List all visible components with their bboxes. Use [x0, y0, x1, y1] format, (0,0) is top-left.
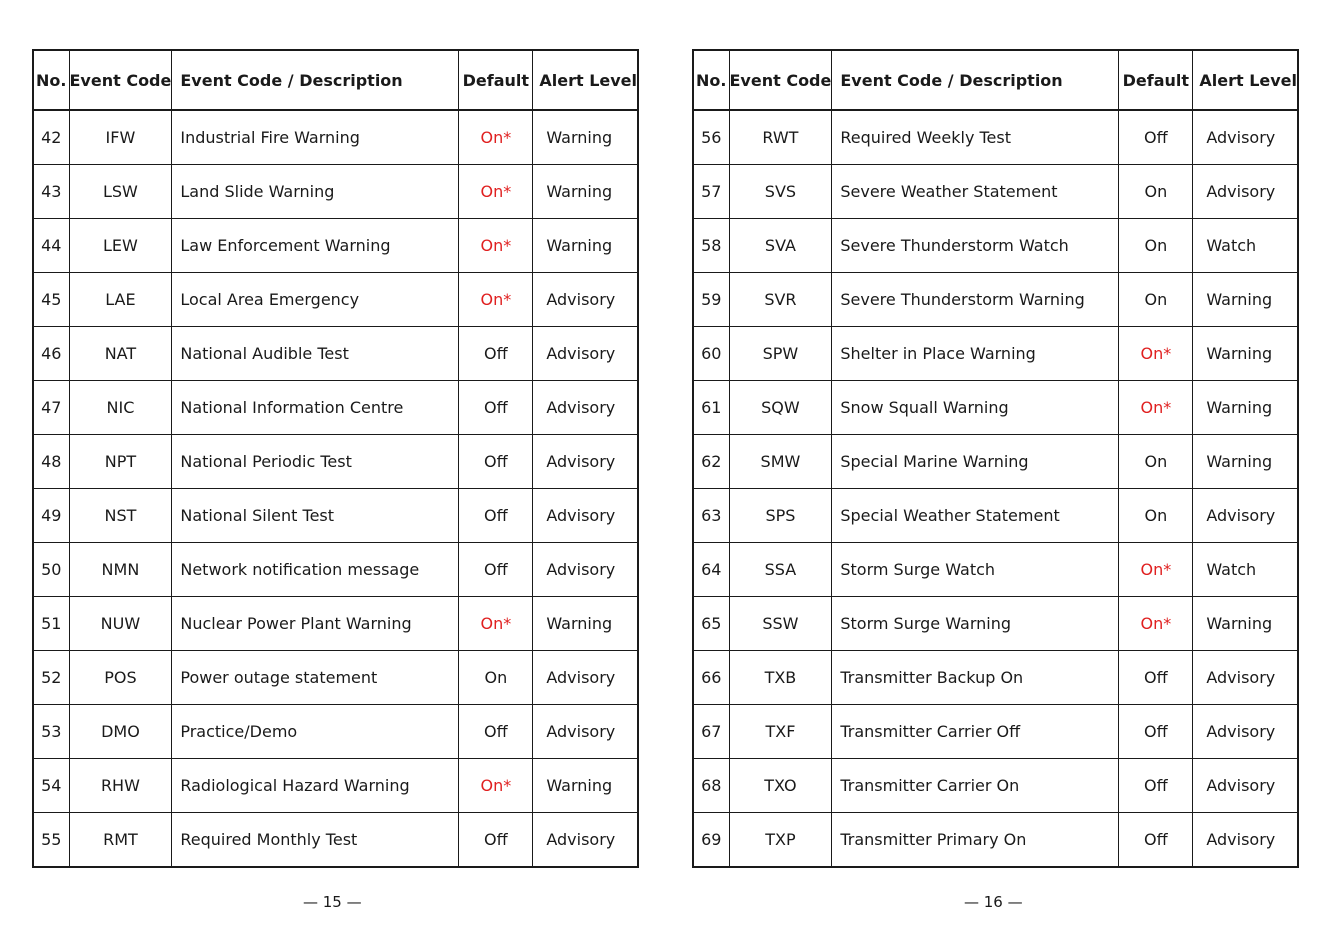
- default-state: On*: [459, 110, 533, 165]
- table-body-left: [33, 110, 638, 867]
- event-description: Radiological Hazard Warning: [172, 759, 459, 813]
- event-number: 65: [693, 597, 729, 651]
- default-state: On: [1119, 489, 1193, 543]
- header-default: Default: [1119, 50, 1193, 110]
- table-row: [693, 165, 1298, 219]
- event-code: SVS: [729, 165, 832, 219]
- default-state: Off: [459, 381, 533, 435]
- alert-level: Advisory: [1193, 813, 1298, 868]
- event-description: National Audible Test: [172, 327, 459, 381]
- alert-level: Watch: [1193, 219, 1298, 273]
- event-number: 56: [693, 110, 729, 165]
- alert-level: Advisory: [533, 381, 638, 435]
- table-row: [693, 327, 1298, 381]
- default-state: Off: [459, 705, 533, 759]
- event-number: 57: [693, 165, 729, 219]
- event-number: 55: [33, 813, 69, 868]
- event-description: Severe Thunderstorm Warning: [832, 273, 1119, 327]
- default-state: On*: [459, 219, 533, 273]
- header-event-code: Event Code: [69, 50, 172, 110]
- default-state: On: [1119, 273, 1193, 327]
- event-description: Local Area Emergency: [172, 273, 459, 327]
- table-row: [693, 705, 1298, 759]
- table-row: [33, 597, 638, 651]
- event-code: NPT: [69, 435, 172, 489]
- event-description: Network notification message: [172, 543, 459, 597]
- event-number: 50: [33, 543, 69, 597]
- event-code: LAE: [69, 273, 172, 327]
- event-code: RMT: [69, 813, 172, 868]
- alert-level: Advisory: [533, 435, 638, 489]
- event-number: 69: [693, 813, 729, 868]
- table-row: [693, 219, 1298, 273]
- event-code: TXF: [729, 705, 832, 759]
- default-state: Off: [1119, 813, 1193, 868]
- table-row: [693, 381, 1298, 435]
- event-number: 48: [33, 435, 69, 489]
- alert-level: Advisory: [533, 705, 638, 759]
- table-row: [693, 435, 1298, 489]
- alert-level: Advisory: [1193, 489, 1298, 543]
- event-code: DMO: [69, 705, 172, 759]
- event-description: Required Monthly Test: [172, 813, 459, 868]
- page-number-16: — 16 —: [964, 893, 1023, 911]
- table-row: [33, 435, 638, 489]
- table-row: [693, 489, 1298, 543]
- alert-level: Advisory: [533, 327, 638, 381]
- event-number: 47: [33, 381, 69, 435]
- table-header-row: [693, 50, 1298, 110]
- alert-level: Warning: [533, 110, 638, 165]
- event-code: SVR: [729, 273, 832, 327]
- header-alert-level: Alert Level: [533, 50, 638, 110]
- event-number: 64: [693, 543, 729, 597]
- table-row: [693, 110, 1298, 165]
- default-state: Off: [1119, 651, 1193, 705]
- default-state: On*: [459, 165, 533, 219]
- event-number: 52: [33, 651, 69, 705]
- alert-level: Warning: [1193, 381, 1298, 435]
- default-state: On*: [459, 273, 533, 327]
- event-number: 49: [33, 489, 69, 543]
- event-number: 53: [33, 705, 69, 759]
- event-description: National Periodic Test: [172, 435, 459, 489]
- header-no: No.: [693, 50, 729, 110]
- alert-level: Watch: [1193, 543, 1298, 597]
- default-state: On*: [1119, 327, 1193, 381]
- event-code: TXB: [729, 651, 832, 705]
- event-description: Land Slide Warning: [172, 165, 459, 219]
- event-description: Shelter in Place Warning: [832, 327, 1119, 381]
- event-code: RHW: [69, 759, 172, 813]
- header-no: No.: [33, 50, 69, 110]
- event-number: 63: [693, 489, 729, 543]
- alert-level: Advisory: [533, 273, 638, 327]
- event-description: Transmitter Backup On: [832, 651, 1119, 705]
- event-number: 61: [693, 381, 729, 435]
- alert-level: Warning: [1193, 435, 1298, 489]
- event-number: 42: [33, 110, 69, 165]
- event-code: SSA: [729, 543, 832, 597]
- default-state: Off: [459, 543, 533, 597]
- event-description: Storm Surge Watch: [832, 543, 1119, 597]
- event-number: 54: [33, 759, 69, 813]
- default-state: Off: [1119, 110, 1193, 165]
- event-description: Transmitter Carrier On: [832, 759, 1119, 813]
- table-row: [693, 759, 1298, 813]
- default-state: On: [1119, 165, 1193, 219]
- table-row: [33, 651, 638, 705]
- default-state: Off: [459, 327, 533, 381]
- default-state: Off: [459, 435, 533, 489]
- table-row: [33, 165, 638, 219]
- event-number: 44: [33, 219, 69, 273]
- header-event-code: Event Code: [729, 50, 832, 110]
- table-body-right: [693, 110, 1298, 867]
- event-code: LEW: [69, 219, 172, 273]
- alert-level: Advisory: [533, 543, 638, 597]
- event-code: NST: [69, 489, 172, 543]
- event-code-table-right: [692, 49, 1299, 868]
- event-code: TXP: [729, 813, 832, 868]
- event-number: 62: [693, 435, 729, 489]
- default-state: On*: [459, 597, 533, 651]
- event-code: SQW: [729, 381, 832, 435]
- event-code: SVA: [729, 219, 832, 273]
- table-row: [33, 813, 638, 868]
- alert-level: Advisory: [1193, 165, 1298, 219]
- alert-level: Warning: [1193, 273, 1298, 327]
- event-description: Transmitter Carrier Off: [832, 705, 1119, 759]
- event-number: 66: [693, 651, 729, 705]
- alert-level: Advisory: [533, 489, 638, 543]
- default-state: On*: [1119, 381, 1193, 435]
- event-number: 45: [33, 273, 69, 327]
- table-row: [693, 813, 1298, 868]
- alert-level: Warning: [533, 219, 638, 273]
- event-number: 60: [693, 327, 729, 381]
- default-state: Off: [459, 813, 533, 868]
- event-code: RWT: [729, 110, 832, 165]
- default-state: On*: [1119, 597, 1193, 651]
- event-number: 68: [693, 759, 729, 813]
- alert-level: Warning: [1193, 327, 1298, 381]
- alert-level: Advisory: [1193, 651, 1298, 705]
- table-row: [33, 273, 638, 327]
- event-code-table-left: [32, 49, 639, 868]
- event-number: 43: [33, 165, 69, 219]
- event-description: Severe Weather Statement: [832, 165, 1119, 219]
- default-state: On: [459, 651, 533, 705]
- table-row: [33, 219, 638, 273]
- event-description: Special Marine Warning: [832, 435, 1119, 489]
- event-description: Storm Surge Warning: [832, 597, 1119, 651]
- event-code: NIC: [69, 381, 172, 435]
- event-code: POS: [69, 651, 172, 705]
- left-page-table-wrapper: [32, 49, 639, 868]
- event-description: Practice/Demo: [172, 705, 459, 759]
- right-page-table-wrapper: [692, 49, 1299, 868]
- event-code: IFW: [69, 110, 172, 165]
- event-code: LSW: [69, 165, 172, 219]
- default-state: Off: [1119, 705, 1193, 759]
- alert-level: Warning: [1193, 597, 1298, 651]
- event-code: NAT: [69, 327, 172, 381]
- event-description: Nuclear Power Plant Warning: [172, 597, 459, 651]
- default-state: On: [1119, 219, 1193, 273]
- event-number: 46: [33, 327, 69, 381]
- event-code: NUW: [69, 597, 172, 651]
- alert-level: Warning: [533, 165, 638, 219]
- table-row: [693, 597, 1298, 651]
- table-row: [693, 651, 1298, 705]
- header-default: Default: [459, 50, 533, 110]
- alert-level: Advisory: [1193, 110, 1298, 165]
- default-state: On*: [1119, 543, 1193, 597]
- page-number-15: — 15 —: [303, 893, 362, 911]
- table-row: [33, 489, 638, 543]
- event-number: 59: [693, 273, 729, 327]
- header-alert-level: Alert Level: [1193, 50, 1298, 110]
- event-description: Power outage statement: [172, 651, 459, 705]
- event-description: Transmitter Primary On: [832, 813, 1119, 868]
- table-row: [33, 110, 638, 165]
- event-code: NMN: [69, 543, 172, 597]
- event-description: National Information Centre: [172, 381, 459, 435]
- default-state: On*: [459, 759, 533, 813]
- event-description: Special Weather Statement: [832, 489, 1119, 543]
- default-state: Off: [459, 489, 533, 543]
- default-state: On: [1119, 435, 1193, 489]
- header-description: Event Code / Description: [172, 50, 459, 110]
- alert-level: Advisory: [533, 813, 638, 868]
- event-code: SPW: [729, 327, 832, 381]
- event-description: National Silent Test: [172, 489, 459, 543]
- table-row: [33, 327, 638, 381]
- table-row: [33, 543, 638, 597]
- event-code: SSW: [729, 597, 832, 651]
- event-description: Severe Thunderstorm Watch: [832, 219, 1119, 273]
- event-code: SMW: [729, 435, 832, 489]
- event-description: Law Enforcement Warning: [172, 219, 459, 273]
- event-code: SPS: [729, 489, 832, 543]
- table-row: [33, 705, 638, 759]
- table-row: [693, 273, 1298, 327]
- event-description: Required Weekly Test: [832, 110, 1119, 165]
- alert-level: Advisory: [1193, 705, 1298, 759]
- event-number: 51: [33, 597, 69, 651]
- alert-level: Warning: [533, 597, 638, 651]
- event-code: TXO: [729, 759, 832, 813]
- alert-level: Warning: [533, 759, 638, 813]
- event-number: 58: [693, 219, 729, 273]
- event-number: 67: [693, 705, 729, 759]
- alert-level: Advisory: [533, 651, 638, 705]
- table-row: [693, 543, 1298, 597]
- event-description: Industrial Fire Warning: [172, 110, 459, 165]
- default-state: Off: [1119, 759, 1193, 813]
- event-description: Snow Squall Warning: [832, 381, 1119, 435]
- header-description: Event Code / Description: [832, 50, 1119, 110]
- alert-level: Advisory: [1193, 759, 1298, 813]
- table-row: [33, 759, 638, 813]
- table-header-row: [33, 50, 638, 110]
- table-row: [33, 381, 638, 435]
